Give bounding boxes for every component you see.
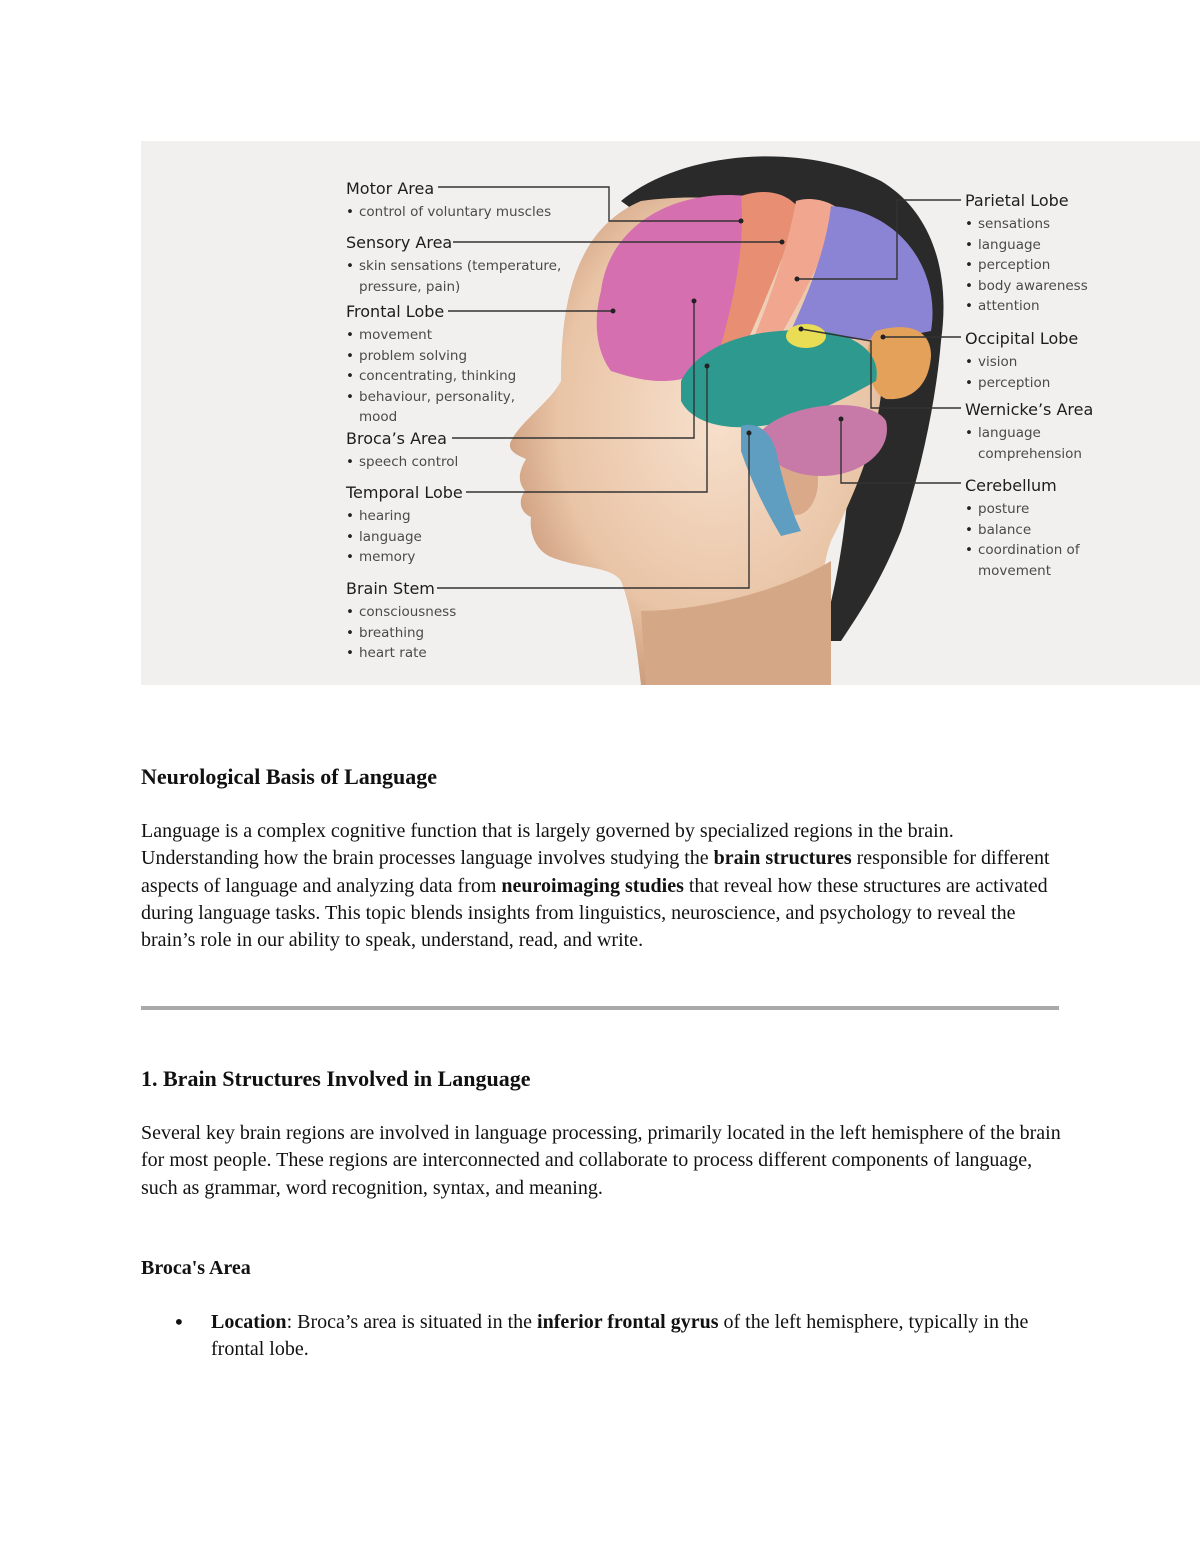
label-item: • consciousness [346, 602, 456, 623]
list-item [141, 1309, 1071, 1364]
bullet-bold-gyrus: inferior frontal gyrus [537, 1311, 719, 1333]
label-item: • language [346, 527, 463, 548]
label-sensory-area [346, 235, 561, 297]
label-title: Frontal Lobe [346, 302, 445, 321]
document-title: Neurological Basis of Language [141, 764, 438, 789]
bullet-text [211, 1309, 1061, 1364]
label-motor-area [346, 181, 551, 223]
section-paragraph: Several key brain regions are involved in language processing, primarily located in the left hemisphere of the brain for most people. These regions are interconnected and collaborate to process different components of language, such as grammar, word recognition, syntax, and meaning. [141, 1122, 1061, 1199]
intro-paragraph [141, 818, 1071, 954]
label-item: • skin sensations (temperature, [346, 256, 561, 277]
label-item: • attention [965, 296, 1088, 317]
intro-bold-neuroimaging: neuroimaging studies [501, 874, 684, 897]
label-item: • problem solving [346, 346, 516, 367]
label-title: Temporal Lobe [346, 483, 463, 502]
label-item: • movement [346, 325, 516, 346]
label-item: • language [965, 235, 1088, 256]
label-item: • posture [965, 499, 1080, 520]
bullet-text-1: : Broca’s area is situated in the [286, 1311, 538, 1333]
label-brain-stem [346, 581, 456, 664]
bullet-text-2: of the left hemisphere, typically in the frontal lobe. [211, 1311, 1029, 1361]
wernickes-area-region [786, 324, 826, 348]
label-item: • breathing [346, 623, 456, 644]
label-temporal-lobe [346, 485, 463, 568]
brain-diagram-figure [141, 141, 1200, 685]
label-item: • vision [965, 352, 1078, 373]
label-item: • language [965, 423, 1093, 444]
horizontal-divider [141, 1006, 1059, 1010]
label-title: Parietal Lobe [965, 191, 1069, 210]
label-item: • behaviour, personality, [346, 387, 516, 408]
label-item: • hearing [346, 506, 463, 527]
label-occipital-lobe [965, 331, 1078, 393]
label-item: • control of voluntary muscles [346, 202, 551, 223]
intro-bold-brain-structures: brain structures [713, 847, 852, 870]
label-brocas-area [346, 431, 458, 473]
bullet-label: Location [211, 1311, 287, 1333]
label-cerebellum [965, 478, 1080, 581]
label-item: comprehension [978, 445, 1082, 462]
label-item: movement [978, 562, 1052, 579]
intro-text-1: Language is a complex cognitive function that is largely governed by specialized regions in the brain. Understanding how the brain processes language involves studying the [141, 820, 954, 870]
label-title: Sensory Area [346, 233, 453, 252]
label-title: Cerebellum [965, 476, 1057, 495]
label-title: Motor Area [346, 179, 435, 198]
label-frontal-lobe [346, 304, 516, 428]
label-item: • heart rate [346, 643, 456, 664]
label-item: • perception [965, 255, 1088, 276]
bullet-symbol: • [173, 1310, 185, 1334]
label-item: • memory [346, 547, 463, 568]
label-item: • body awareness [965, 276, 1088, 297]
label-item: • speech control [346, 452, 458, 473]
label-item: • perception [965, 373, 1078, 394]
label-title: Occipital Lobe [965, 329, 1079, 348]
subsection-heading: Broca's Area [141, 1257, 251, 1279]
intro-text-3: that reveal how these structures are activated during language tasks. This topic blends insights from linguistics, neuroscience, and psychology to reveal the brain’s role in our ability to speak, understand, read, and write. [141, 874, 1048, 952]
section-heading: 1. Brain Structures Involved in Language [141, 1066, 531, 1091]
label-parietal-lobe [965, 193, 1088, 317]
label-wernickes-area [965, 402, 1093, 464]
label-title: Wernicke’s Area [965, 400, 1094, 419]
label-item: • coordination of [965, 540, 1080, 561]
label-item: • sensations [965, 214, 1088, 235]
label-item: mood [359, 409, 398, 425]
intro-text-2: responsible for different aspects of language and analyzing data from [141, 847, 1050, 897]
label-item: • concentrating, thinking [346, 366, 516, 387]
label-title: Broca’s Area [346, 429, 447, 448]
label-item: pressure, pain) [359, 278, 461, 295]
label-item: • balance [965, 520, 1080, 541]
label-title: Brain Stem [346, 579, 435, 598]
